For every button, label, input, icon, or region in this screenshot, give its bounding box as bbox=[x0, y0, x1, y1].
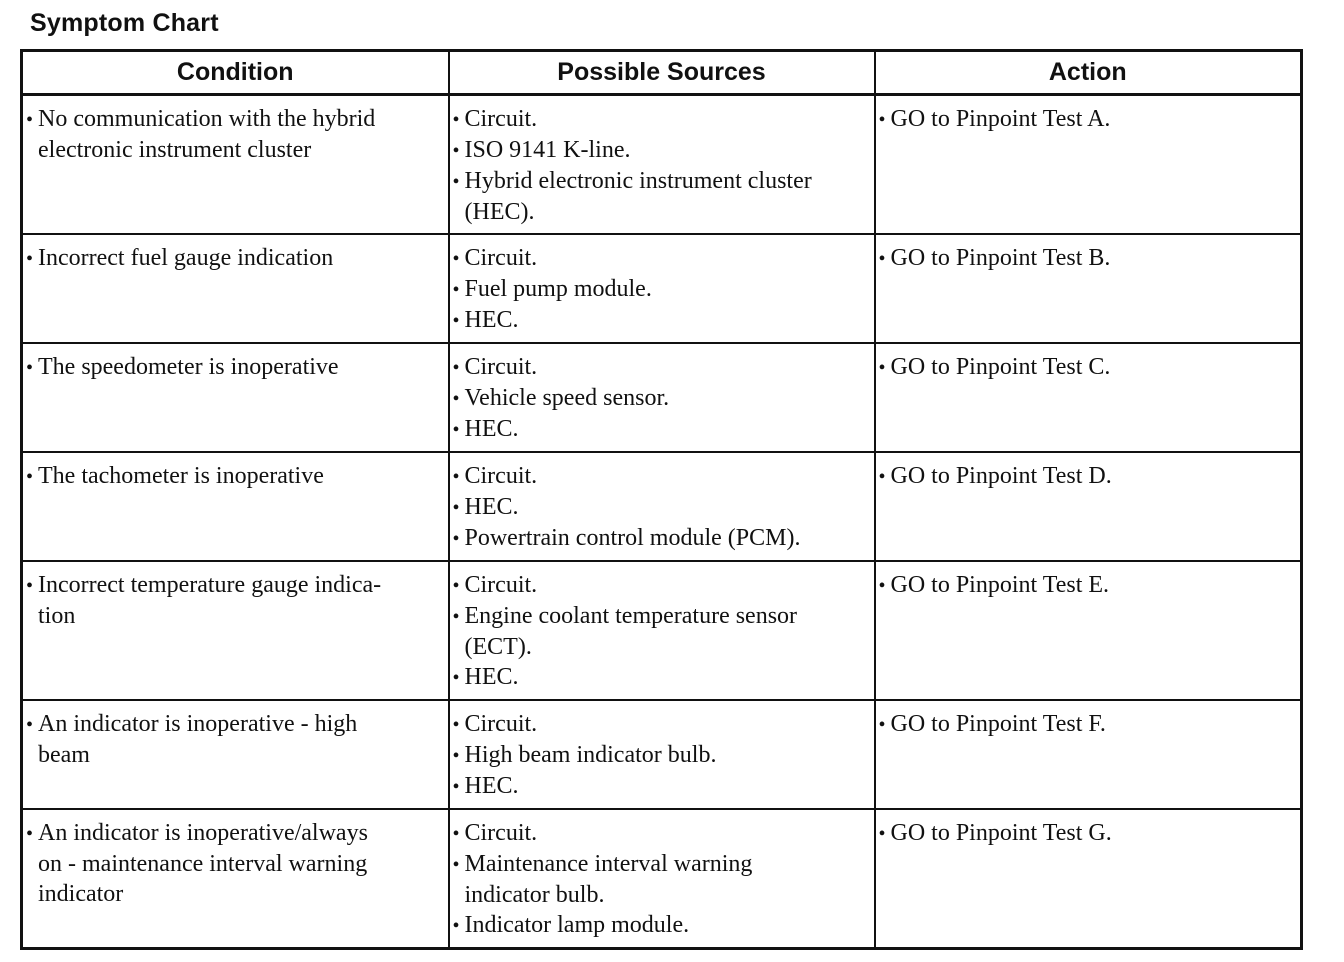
possible-sources-cell bbox=[449, 561, 875, 700]
possible-sources-cell bbox=[449, 343, 875, 452]
source-item: High beam indicator bulb. bbox=[464, 742, 717, 768]
bullet-icon: • bbox=[452, 667, 460, 689]
bullet-icon: • bbox=[26, 466, 34, 488]
bullet-icon: • bbox=[452, 823, 460, 845]
source-item: Circuit. bbox=[464, 354, 538, 380]
bullet-icon: • bbox=[452, 279, 460, 301]
source-item: Circuit. bbox=[464, 245, 538, 271]
bullet-icon: • bbox=[452, 388, 460, 410]
source-item: Circuit. bbox=[464, 820, 538, 846]
condition-text: The speedometer is inoperative bbox=[38, 354, 339, 380]
action-cell bbox=[875, 809, 1302, 949]
header-condition: Condition bbox=[22, 51, 449, 95]
action-text: GO to Pinpoint Test C. bbox=[890, 354, 1111, 380]
table-row bbox=[22, 809, 1302, 949]
possible-sources-cell bbox=[449, 700, 875, 809]
bullet-icon: • bbox=[452, 528, 460, 550]
source-item: HEC. bbox=[464, 307, 519, 333]
bullet-icon: • bbox=[452, 915, 460, 937]
bullet-icon: • bbox=[878, 823, 886, 845]
condition-cell bbox=[22, 809, 449, 949]
bullet-icon: • bbox=[452, 109, 460, 131]
source-item: Circuit. bbox=[464, 106, 538, 132]
bullet-icon: • bbox=[26, 714, 34, 736]
bullet-icon: • bbox=[26, 823, 34, 845]
table-row bbox=[22, 343, 1302, 452]
action-text: GO to Pinpoint Test G. bbox=[890, 820, 1112, 846]
bullet-icon: • bbox=[452, 466, 460, 488]
condition-text: An indicator is inoperative/always bbox=[38, 820, 368, 846]
condition-text: electronic instrument cluster bbox=[38, 137, 312, 163]
condition-cell bbox=[22, 343, 449, 452]
condition-text: Incorrect fuel gauge indication bbox=[38, 245, 334, 271]
bullet-icon: • bbox=[452, 745, 460, 767]
action-text: GO to Pinpoint Test F. bbox=[890, 711, 1106, 737]
condition-text: An indicator is inoperative - high bbox=[38, 711, 358, 737]
condition-cell bbox=[22, 95, 449, 235]
source-item: HEC. bbox=[464, 416, 519, 442]
chart-title: Symptom Chart bbox=[30, 9, 219, 37]
bullet-icon: • bbox=[452, 310, 460, 332]
bullet-icon: • bbox=[26, 575, 34, 597]
bullet-icon: • bbox=[878, 357, 886, 379]
bullet-icon: • bbox=[452, 357, 460, 379]
action-text: GO to Pinpoint Test E. bbox=[890, 572, 1110, 598]
header-possible-sources: Possible Sources bbox=[449, 51, 875, 95]
bullet-icon: • bbox=[26, 248, 34, 270]
source-item: Vehicle speed sensor. bbox=[464, 385, 670, 411]
possible-sources-cell bbox=[449, 234, 875, 343]
action-cell bbox=[875, 700, 1302, 809]
condition-text: No communication with the hybrid bbox=[38, 106, 376, 132]
table-row bbox=[22, 561, 1302, 700]
condition-text: tion bbox=[38, 603, 76, 629]
possible-sources-cell bbox=[449, 452, 875, 561]
condition-text: Incorrect temperature gauge indica- bbox=[38, 572, 382, 598]
source-item: Circuit. bbox=[464, 711, 538, 737]
bullet-icon: • bbox=[452, 606, 460, 628]
bullet-icon: • bbox=[878, 575, 886, 597]
action-cell bbox=[875, 234, 1302, 343]
source-item: Circuit. bbox=[464, 572, 538, 598]
symptom-table bbox=[20, 49, 1303, 950]
action-cell bbox=[875, 95, 1302, 235]
bullet-icon: • bbox=[878, 109, 886, 131]
source-item-continued: indicator bulb. bbox=[464, 882, 605, 908]
source-item: Powertrain control module (PCM). bbox=[464, 525, 801, 551]
source-item-continued: (HEC). bbox=[464, 199, 535, 225]
bullet-icon: • bbox=[452, 497, 460, 519]
source-item: ISO 9141 K-line. bbox=[464, 137, 631, 163]
table-row bbox=[22, 234, 1302, 343]
source-item: Maintenance interval warning bbox=[464, 851, 753, 877]
condition-text: The tachometer is inoperative bbox=[38, 463, 324, 489]
source-item-continued: (ECT). bbox=[464, 634, 532, 660]
source-item: Engine coolant temperature sensor bbox=[464, 603, 798, 629]
bullet-icon: • bbox=[878, 466, 886, 488]
source-item: Fuel pump module. bbox=[464, 276, 652, 302]
bullet-icon: • bbox=[452, 575, 460, 597]
condition-text: indicator bbox=[38, 881, 124, 907]
source-item: Hybrid electronic instrument cluster bbox=[464, 168, 812, 194]
source-item: HEC. bbox=[464, 494, 519, 520]
condition-cell bbox=[22, 234, 449, 343]
bullet-icon: • bbox=[452, 171, 460, 193]
table-row bbox=[22, 95, 1302, 235]
bullet-icon: • bbox=[452, 248, 460, 270]
bullet-icon: • bbox=[878, 714, 886, 736]
bullet-icon: • bbox=[452, 854, 460, 876]
bullet-icon: • bbox=[452, 714, 460, 736]
bullet-icon: • bbox=[26, 109, 34, 131]
condition-text: beam bbox=[38, 742, 90, 768]
condition-cell bbox=[22, 561, 449, 700]
possible-sources-cell bbox=[449, 95, 875, 235]
bullet-icon: • bbox=[26, 357, 34, 379]
bullet-icon: • bbox=[878, 248, 886, 270]
action-text: GO to Pinpoint Test D. bbox=[890, 463, 1112, 489]
table-row bbox=[22, 452, 1302, 561]
condition-text: on - maintenance interval warning bbox=[38, 851, 368, 877]
table-row bbox=[22, 700, 1302, 809]
action-cell bbox=[875, 343, 1302, 452]
action-cell bbox=[875, 452, 1302, 561]
bullet-icon: • bbox=[452, 776, 460, 798]
source-item: HEC. bbox=[464, 664, 519, 690]
action-text: GO to Pinpoint Test A. bbox=[890, 106, 1111, 132]
header-action: Action bbox=[875, 51, 1302, 95]
header-row bbox=[22, 51, 1302, 95]
bullet-icon: • bbox=[452, 140, 460, 162]
source-item: HEC. bbox=[464, 773, 519, 799]
bullet-icon: • bbox=[452, 419, 460, 441]
condition-cell bbox=[22, 452, 449, 561]
possible-sources-cell bbox=[449, 809, 875, 949]
source-item: Circuit. bbox=[464, 463, 538, 489]
action-text: GO to Pinpoint Test B. bbox=[890, 245, 1111, 271]
table-body bbox=[22, 95, 1302, 949]
action-cell bbox=[875, 561, 1302, 700]
source-item: Indicator lamp module. bbox=[464, 912, 690, 938]
condition-cell bbox=[22, 700, 449, 809]
